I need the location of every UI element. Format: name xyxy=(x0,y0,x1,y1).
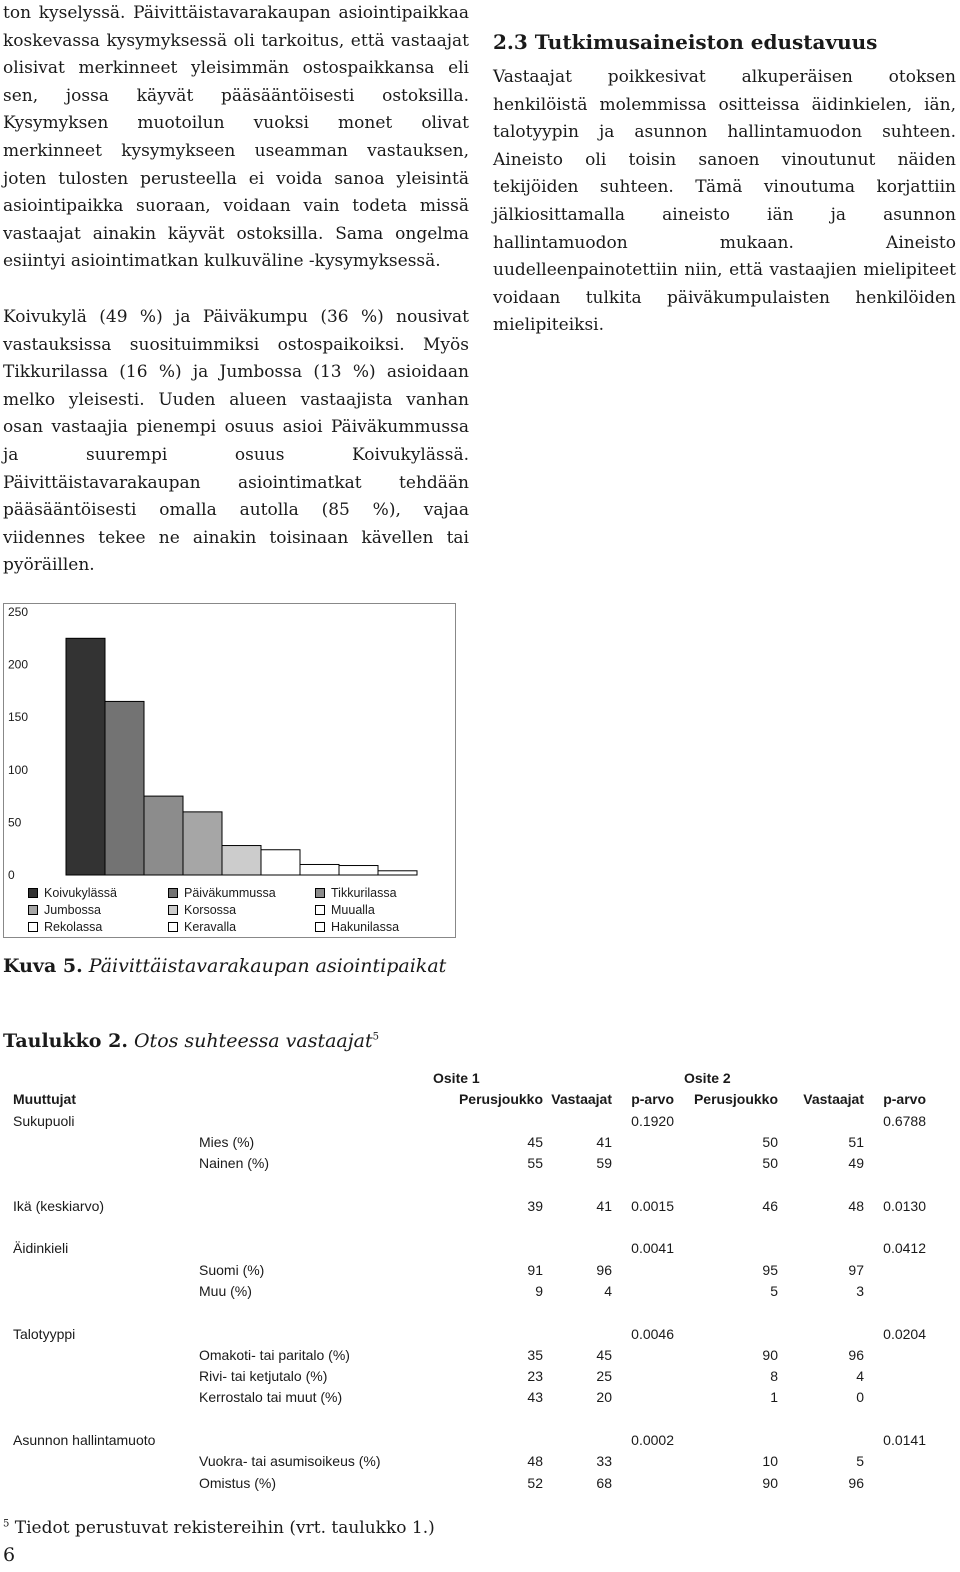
table-cell: 48 xyxy=(527,1453,543,1470)
table-cell: 1 xyxy=(770,1389,778,1406)
table-caption-text: Otos suhteessa vastaajat xyxy=(133,1030,373,1052)
table-cell: 90 xyxy=(762,1346,778,1363)
table-cell: 43 xyxy=(527,1389,543,1406)
legend-item xyxy=(168,920,315,934)
table-cell: Rivi- tai ketjutalo (%) xyxy=(199,1368,328,1385)
table-cell: 0.0002 xyxy=(631,1432,674,1449)
y-tick-label: 150 xyxy=(8,710,29,725)
table-row xyxy=(13,1196,943,1217)
table-row xyxy=(13,1387,943,1408)
legend-label: Tikkurilassa xyxy=(331,886,397,900)
table-row xyxy=(13,1238,943,1259)
table-cell: 0.1920 xyxy=(631,1112,674,1129)
legend-swatch xyxy=(315,905,325,915)
y-tick-label: 200 xyxy=(8,657,29,672)
legend-item xyxy=(168,903,315,917)
section-heading: 2.3 Tutkimusaineiston edustavuus xyxy=(493,30,878,54)
table-cell: 0 xyxy=(856,1389,864,1406)
footnote-text: Tiedot perustuvat rekistereihin (vrt. taulukko 1.) xyxy=(14,1518,435,1538)
legend-label: Jumbossa xyxy=(44,903,101,917)
table-cell: 8 xyxy=(770,1368,778,1385)
table-cell: 10 xyxy=(762,1453,778,1470)
bar-hakunilassa xyxy=(378,871,417,875)
table-cell: Muu (%) xyxy=(199,1282,252,1299)
table-row xyxy=(13,1281,943,1302)
table-cell: Ikä (keskiarvo) xyxy=(13,1197,105,1214)
table-cell: 46 xyxy=(762,1197,778,1214)
legend-label: Keravalla xyxy=(184,920,237,934)
table-cell: 33 xyxy=(596,1453,612,1470)
y-tick-label: 250 xyxy=(8,605,29,619)
table-cell: 50 xyxy=(762,1133,778,1150)
footnote-mark: 5 xyxy=(3,1518,10,1530)
legend-swatch xyxy=(168,905,178,915)
table-row xyxy=(13,1473,943,1494)
bar-koivukylässä xyxy=(66,638,105,875)
table-cell: Äidinkieli xyxy=(13,1240,69,1257)
table-cell: 5 xyxy=(770,1282,778,1299)
table-cell: 50 xyxy=(762,1155,778,1172)
table-cell: Mies (%) xyxy=(199,1133,255,1150)
table-group-header xyxy=(13,1068,943,1089)
header-p-arvo-2: p-arvo xyxy=(883,1091,926,1108)
legend-label: Muualla xyxy=(331,903,375,917)
bar-päiväkummussa xyxy=(105,701,144,875)
bar-rekolassa xyxy=(300,864,339,875)
figure-caption xyxy=(3,955,446,977)
page-number: 6 xyxy=(3,1544,16,1566)
table-spacer xyxy=(13,1217,943,1238)
table-cell: 48 xyxy=(848,1197,864,1214)
legend-swatch xyxy=(28,905,38,915)
table-cell: 45 xyxy=(596,1346,612,1363)
y-tick-label: 100 xyxy=(8,762,29,777)
table-row xyxy=(13,1132,943,1153)
table-cell: Sukupuoli xyxy=(13,1112,75,1129)
table-cell: 90 xyxy=(762,1474,778,1491)
table-cell: Vuokra- tai asumisoikeus (%) xyxy=(199,1453,381,1470)
table-cell: 3 xyxy=(856,1282,864,1299)
table-cell: 0.0041 xyxy=(631,1240,674,1257)
chart-legend xyxy=(28,886,448,934)
table-cell: 45 xyxy=(527,1133,543,1150)
legend-item xyxy=(28,886,168,900)
legend-label: Koivukylässä xyxy=(44,886,117,900)
bar-keravalla xyxy=(339,866,378,875)
table-cell: 41 xyxy=(596,1197,612,1214)
table-cell: 97 xyxy=(848,1261,864,1278)
table-cell: 96 xyxy=(596,1261,612,1278)
table-body xyxy=(13,1111,943,1494)
table-header xyxy=(13,1089,943,1110)
table-cell: 23 xyxy=(527,1368,543,1385)
table-cell: 0.0412 xyxy=(883,1240,926,1257)
table-cell: 52 xyxy=(527,1474,543,1491)
header-p-arvo-1: p-arvo xyxy=(631,1091,674,1108)
header-perusjoukko-2: Perusjoukko xyxy=(693,1091,778,1108)
comparison-table xyxy=(13,1068,943,1494)
bar-muualla xyxy=(261,850,300,875)
legend-swatch xyxy=(168,922,178,932)
table-cell: 55 xyxy=(527,1155,543,1172)
table-cell: 41 xyxy=(596,1133,612,1150)
table-cell: Talotyyppi xyxy=(13,1325,76,1342)
paragraph-shopping-results: Koivukylä (49 %) ja Päiväkumpu (36 %) nousivat vastauksissa suosituimmiksi ostospaikoiksi. Myös Tikkurilassa (16 %) ja Jumbossa (13 %) asioidaan melko yleisesti. Uuden alueen vastaajista vanhan osan vastaajia pienempi osuus asioi Päiväkummussa ja suurempi osuus Koivukylässä. Päivittäistavarakaupan asiointimatkat tehdään pääsääntöisesti omalla autolla (85 %), vajaa viidennes tekee ne ainakin toisinaan kävellen tai pyöräillen. xyxy=(3,306,469,576)
legend-label: Korsossa xyxy=(184,903,237,917)
header-vastaajat-2: Vastaajat xyxy=(803,1091,864,1108)
legend-item xyxy=(315,903,445,917)
legend-label: Päiväkummussa xyxy=(184,886,276,900)
table-cell: 0.6788 xyxy=(883,1112,926,1129)
table-cell: Kerrostalo tai muut (%) xyxy=(199,1389,343,1406)
table-cell: 49 xyxy=(848,1155,864,1172)
legend-swatch xyxy=(168,888,178,898)
table-spacer xyxy=(13,1302,943,1323)
left-column xyxy=(3,0,469,580)
y-tick-label: 50 xyxy=(8,815,22,830)
paragraph-representativeness: Vastaajat poikkesivat alkuperäisen otoksen henkilöistä molemmissa ositteissa äidinkielen, iän, talotyypin ja asunnon hallintamuodon suhteen. Aineisto oli toisin sanoen vinoutunut näiden tekijöiden suhteen. Tämä vinoutuma korjattiin jälkiosittamalla aineisto iän ja asunnon hallintamuodon mukaan. Aineisto uudelleenpainotettiin niin, että vastaajien mielipiteet voidaan tulkita päiväkumpulaisten henkilöiden mielipiteiksi. xyxy=(493,67,956,336)
table-spacer xyxy=(13,1174,943,1195)
table-cell: Omistus (%) xyxy=(199,1474,276,1491)
table-row xyxy=(13,1451,943,1472)
table-row xyxy=(13,1345,943,1366)
table-cell: 51 xyxy=(848,1133,864,1150)
legend-item xyxy=(315,920,445,934)
table-cell: 68 xyxy=(596,1474,612,1491)
table-caption-label: Taulukko 2. xyxy=(3,1030,128,1052)
figure-caption-text: Päivittäistavarakaupan asiointipaikat xyxy=(88,955,447,977)
table-row xyxy=(13,1430,943,1451)
legend-item xyxy=(315,886,445,900)
table-cell: 35 xyxy=(527,1346,543,1363)
table-cell: Omakoti- tai paritalo (%) xyxy=(199,1346,350,1363)
legend-swatch xyxy=(315,922,325,932)
table-cell: 95 xyxy=(762,1261,778,1278)
table-cell: 96 xyxy=(848,1474,864,1491)
legend-item xyxy=(28,920,168,934)
legend-item xyxy=(28,903,168,917)
table-cell: 59 xyxy=(596,1155,612,1172)
legend-swatch xyxy=(28,888,38,898)
header-perusjoukko-1: Perusjoukko xyxy=(458,1091,543,1108)
header-vastaajat-1: Vastaajat xyxy=(551,1091,612,1108)
table-cell: 9 xyxy=(535,1282,543,1299)
table-cell: Suomi (%) xyxy=(199,1261,265,1278)
legend-item xyxy=(168,886,315,900)
table-cell: Asunnon hallintamuoto xyxy=(13,1432,156,1449)
footnote xyxy=(3,1518,435,1538)
legend-swatch xyxy=(28,922,38,932)
group-header-osite-2: Osite 2 xyxy=(684,1070,731,1086)
table-row xyxy=(13,1324,943,1345)
table-row xyxy=(13,1111,943,1132)
table-cell: 4 xyxy=(856,1368,864,1385)
table-caption-footnote-mark: 5 xyxy=(372,1031,379,1043)
table-cell: 4 xyxy=(604,1282,612,1299)
table-cell: 39 xyxy=(527,1197,543,1214)
bar-jumbossa xyxy=(183,812,222,875)
table-cell: 91 xyxy=(527,1261,543,1278)
bar-tikkurilassa xyxy=(144,796,183,875)
table-spacer xyxy=(13,1409,943,1430)
table-cell: 25 xyxy=(596,1368,612,1385)
table-cell: 20 xyxy=(596,1389,612,1406)
bar-korsossa xyxy=(222,846,261,875)
y-tick-label: 0 xyxy=(8,868,15,882)
table-cell: Nainen (%) xyxy=(199,1155,270,1172)
table-cell: 0.0015 xyxy=(631,1197,674,1214)
table-row xyxy=(13,1260,943,1281)
bar-chart xyxy=(3,603,456,938)
legend-label: Hakunilassa xyxy=(331,920,400,934)
table-row xyxy=(13,1153,943,1174)
legend-swatch xyxy=(315,888,325,898)
header-muuttujat: Muuttujat xyxy=(13,1091,76,1108)
figure-caption-label: Kuva 5. xyxy=(3,955,83,977)
paragraph-shopping-location-question: ton kyselyssä. Päivittäistavarakaupan asiointipaikkaa koskevassa kysymyksessä oli tarkoitus, että vastaajat olisivat merkinneet yleisimmän ostospaikkansa eli sen, jossa käyvät pääsääntöisesti ostoksilla. Kysymyksen muotoilun vuoksi monet olivat merkinneet kysymykseen useamman vastauksen, joten tulosten perusteella ei voida sanoa yleisintä asiointipaikka suoraan, voidaan vain todeta missä vastaajat ainakin käyvät ostoksilla. Sama ongelma esiintyi asiointimatkan kulkuväline -kysymyksessä. xyxy=(3,3,469,272)
table-caption xyxy=(3,1030,379,1052)
table-cell: 96 xyxy=(848,1346,864,1363)
group-header-osite-1: Osite 1 xyxy=(433,1070,480,1086)
table-row xyxy=(13,1366,943,1387)
legend-label: Rekolassa xyxy=(44,920,103,934)
table-cell: 0.0130 xyxy=(883,1197,926,1214)
table-cell: 5 xyxy=(856,1453,864,1470)
right-column xyxy=(493,28,956,340)
table-cell: 0.0204 xyxy=(883,1325,926,1342)
table-cell: 0.0141 xyxy=(883,1432,926,1449)
table-cell: 0.0046 xyxy=(631,1325,674,1342)
